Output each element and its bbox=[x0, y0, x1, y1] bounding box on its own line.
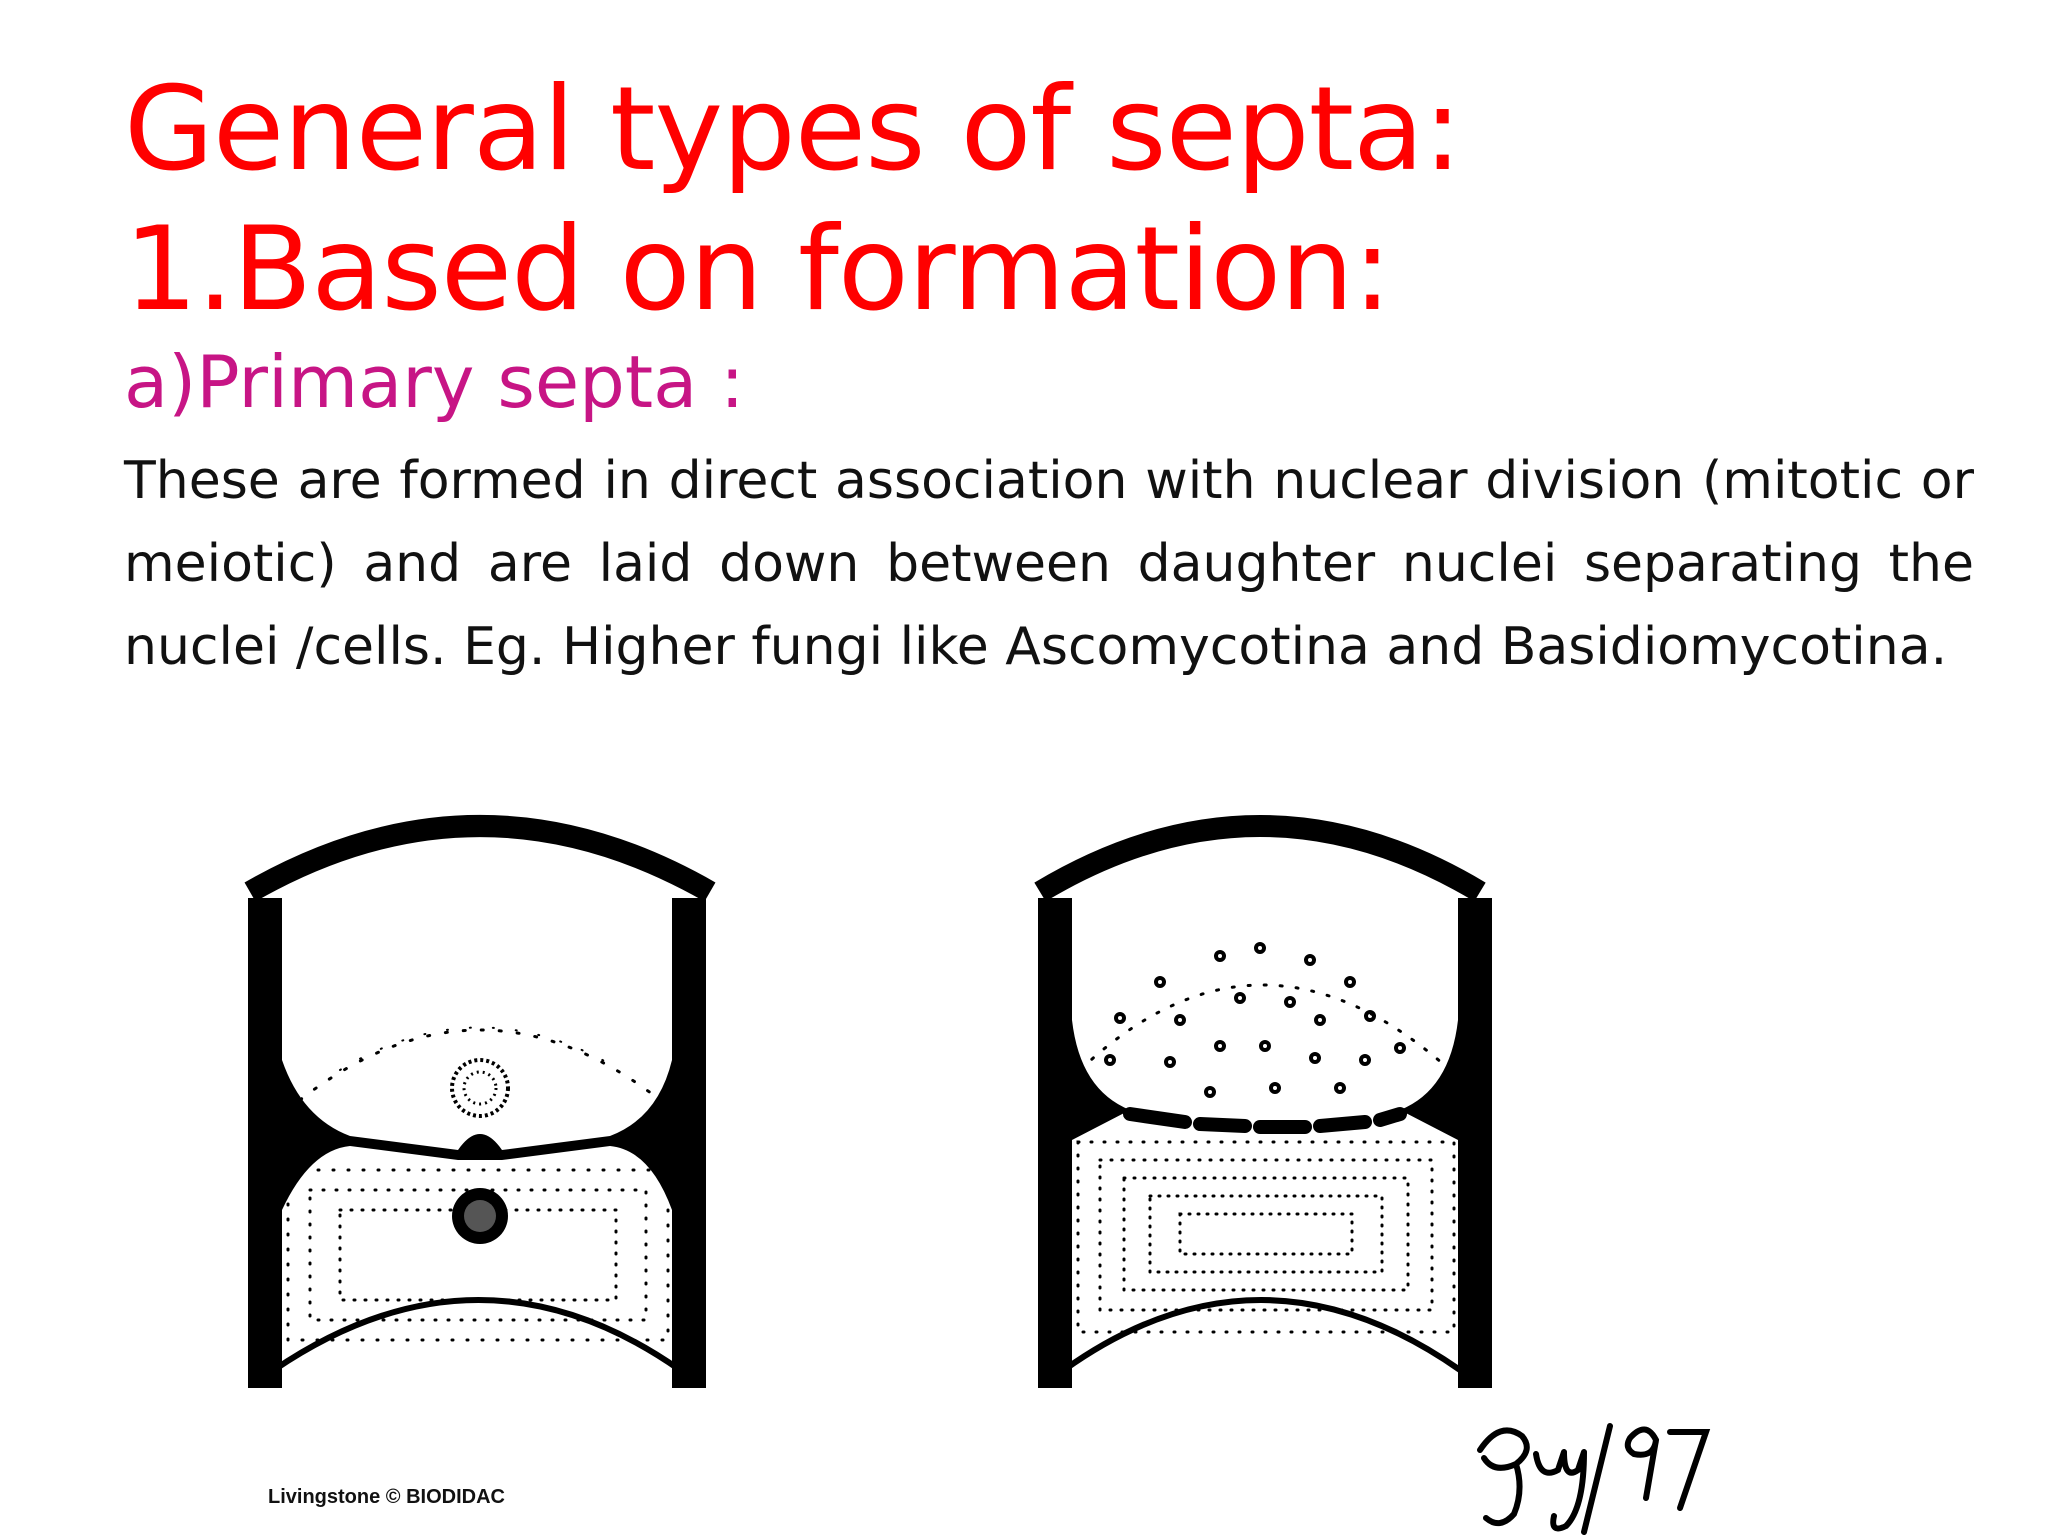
septa-illustration bbox=[230, 770, 1720, 1410]
image-credit: Livingstone © BIODIDAC bbox=[268, 1486, 505, 1508]
hyphal-cell-septum-perforate-icon bbox=[1038, 826, 1492, 1388]
title-line-2: 1.Based on formation: bbox=[124, 202, 1391, 337]
hyphal-cell-septum-forming-icon bbox=[248, 826, 710, 1388]
subheading: a)Primary septa : bbox=[124, 340, 745, 424]
title-line-1: General types of septa: bbox=[124, 62, 1462, 197]
body-paragraph: These are formed in direct association with nuclear division (mitotic or meiotic) and are laid down between daughter nuclei separating the nuclei /cells. Eg. Higher fungi like Ascomycotina and Basidiomycotina. bbox=[124, 451, 1974, 677]
artist-signature bbox=[1460, 1410, 1720, 1536]
